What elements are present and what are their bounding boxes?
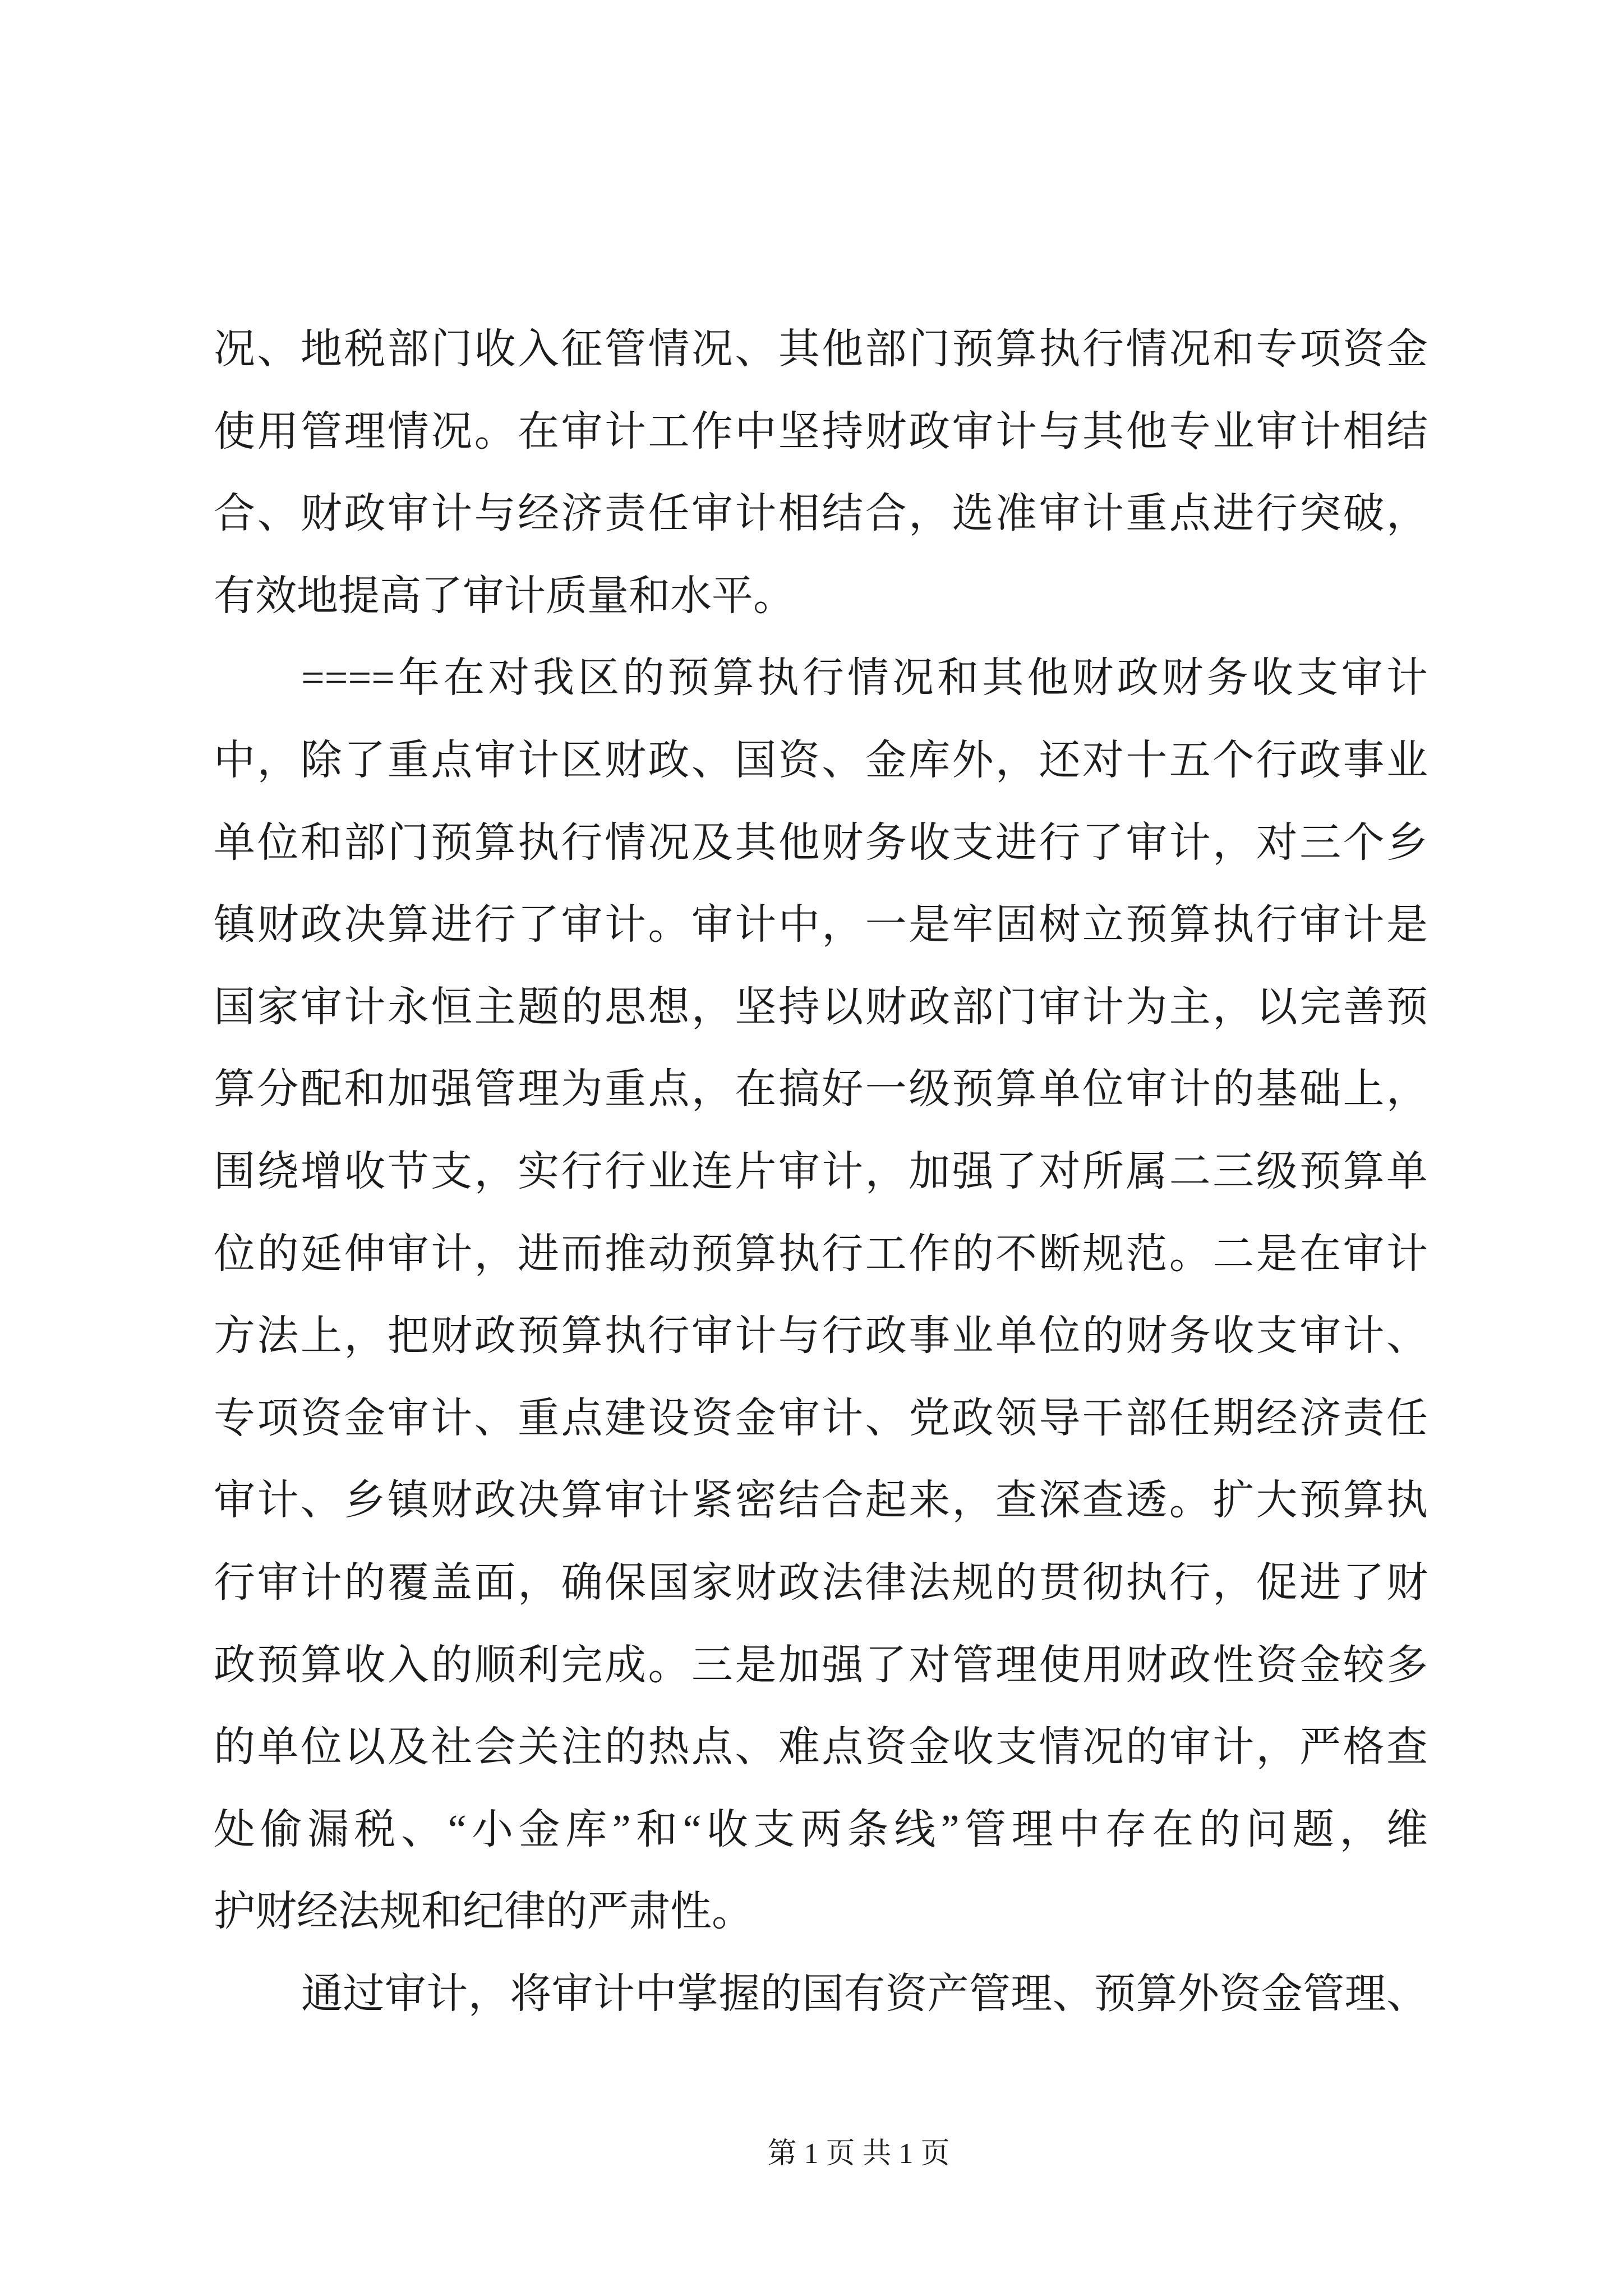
- text-line: 围绕增收节支，实行行业连片审计，加强了对所属二三级预算单: [214, 1148, 1428, 1195]
- paragraph: [214, 309, 1428, 637]
- body-text: [214, 309, 1428, 2035]
- text-line: 审计、乡镇财政决算审计紧密结合起来，查深查透。扩大预算执: [214, 1478, 1428, 1524]
- text-line: 算分配和加强管理为重点，在搞好一级预算单位审计的基础上，: [214, 1066, 1428, 1113]
- text-line: 单位和部门预算执行情况及其他财务收支进行了审计，对三个乡: [214, 820, 1428, 866]
- paragraph: [214, 1953, 1428, 2036]
- text-line: 中，除了重点审计区财政、国资、金库外，还对十五个行政事业: [214, 737, 1428, 784]
- text-line: 合、财政审计与经济责任审计相结合，选准审计重点进行突破，: [214, 491, 1428, 537]
- text-line: 护财经法规和纪律的严肃性。: [214, 1889, 753, 1935]
- text-line: 的单位以及社会关注的热点、难点资金收支情况的审计，严格查: [214, 1724, 1428, 1771]
- text-line: 国家审计永恒主题的思想，坚持以财政部门审计为主，以完善预: [214, 984, 1428, 1030]
- text-line: 镇财政决算进行了审计。审计中，一是牢固树立预算执行审计是: [214, 902, 1428, 949]
- text-line: 况、地税部门收入征管情况、其他部门预算执行情况和专项资金: [214, 326, 1428, 372]
- text-line: 行审计的覆盖面，确保国家财政法律法规的贯彻执行，促进了财: [214, 1559, 1428, 1606]
- text-line: 使用管理情况。在审计工作中坚持财政审计与其他专业审计相结: [214, 408, 1428, 455]
- text-line: 政预算收入的顺利完成。三是加强了对管理使用财政性资金较多: [214, 1642, 1428, 1688]
- text-line: 专项资金审计、重点建设资金审计、党政领导干部任期经济责任: [214, 1395, 1428, 1442]
- page-footer: 第 1 页 共 1 页: [767, 2138, 950, 2170]
- text-line: 位的延伸审计，进而推动预算执行工作的不断规范。二是在审计: [214, 1231, 1428, 1277]
- text-line: 处偷漏税、“小金库”和“收支两条线”管理中存在的问题，维: [214, 1806, 1428, 1853]
- text-line: 有效地提高了审计质量和水平。: [214, 573, 795, 619]
- text-line: ====年在对我区的预算执行情况和其他财政财务收支审计: [301, 655, 1428, 702]
- text-line: 通过审计，将审计中掌握的国有资产管理、预算外资金管理、: [301, 1971, 1428, 2017]
- text-line: 方法上，把财政预算执行审计与行政事业单位的财务收支审计、: [214, 1313, 1428, 1360]
- paragraph: [214, 637, 1428, 1953]
